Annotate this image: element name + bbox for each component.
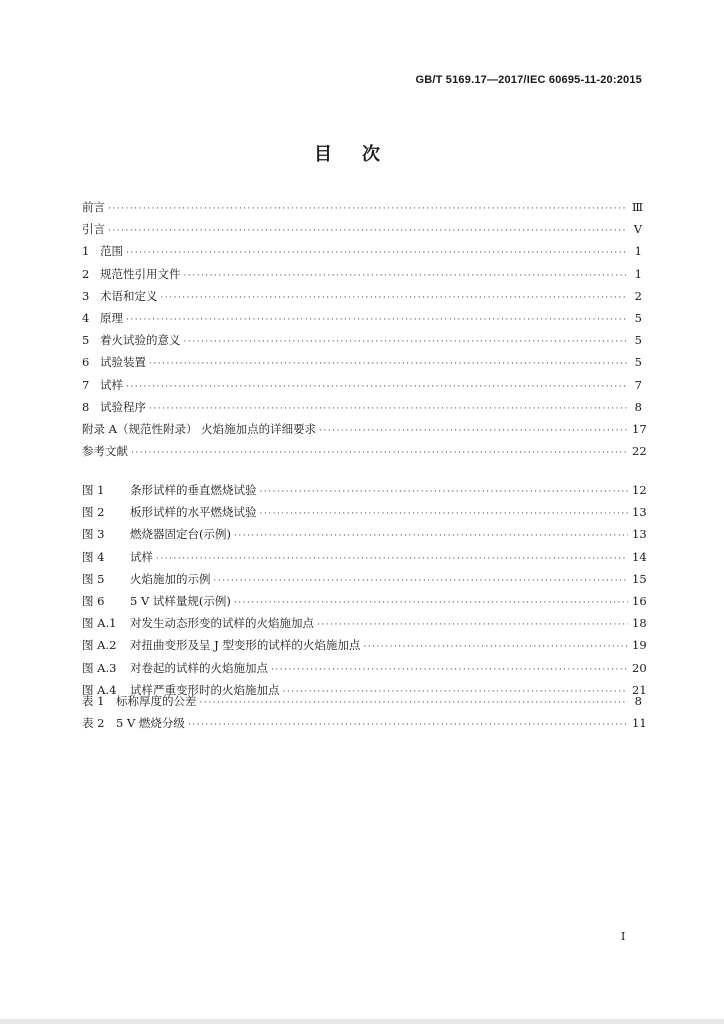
- toc-leader-dots: [108, 198, 628, 220]
- toc-entry-label: 试验装置: [100, 355, 146, 370]
- toc-sections: [82, 196, 647, 462]
- toc-figure-entry[interactable]: [82, 657, 647, 679]
- toc-leader-dots: [317, 614, 628, 636]
- toc-entry-page: 22: [632, 444, 647, 459]
- toc-entry-bibliography[interactable]: [82, 440, 647, 462]
- toc-figure-number: 图 1: [82, 483, 105, 497]
- toc-leader-dots: [126, 376, 628, 398]
- toc-entry-label: 着火试验的意义: [100, 333, 181, 348]
- toc-figure-number: 图 A.1: [82, 616, 117, 631]
- toc-entry-label: 范围: [100, 244, 123, 259]
- toc-leader-dots: [184, 331, 629, 353]
- toc-figure-entry[interactable]: [82, 546, 647, 568]
- toc-figure-entry[interactable]: [82, 523, 647, 545]
- toc-leader-dots: [108, 220, 628, 242]
- toc-table-page: 8: [634, 694, 642, 708]
- toc-leader-dots: [234, 525, 628, 547]
- toc-table-entry[interactable]: [82, 712, 647, 734]
- toc-figure-label: 对发生动态形变的试样的火焰施加点: [130, 616, 314, 631]
- toc-entry-page: 1: [634, 266, 642, 281]
- toc-entry-number: 3: [82, 288, 90, 303]
- toc-figure-page: 13: [632, 527, 647, 542]
- toc-entry-apparatus[interactable]: [82, 351, 642, 373]
- toc-leader-dots: [149, 353, 628, 375]
- toc-figure-number: 图 A.3: [82, 660, 117, 675]
- toc-figure-label: 板形试样的水平燃烧试验: [130, 505, 257, 520]
- toc-entry-page: 5: [634, 355, 642, 370]
- page-title: 目次: [314, 144, 410, 165]
- toc-entry-page: 7: [634, 377, 642, 392]
- toc-entry-test-procedure[interactable]: [82, 396, 642, 418]
- toc-figure-label: 燃烧器固定台(示例): [130, 527, 231, 542]
- toc-figure-label: 5 V 试样量规(示例): [130, 593, 231, 608]
- toc-entry-number: 2: [82, 266, 90, 281]
- toc-entry-principle[interactable]: [82, 307, 642, 329]
- toc-entry-terms-definitions[interactable]: [82, 285, 642, 307]
- toc-entry-label: 前言: [82, 200, 105, 214]
- toc-leader-dots: [214, 570, 629, 592]
- toc-entry-label: 试样: [100, 377, 123, 392]
- toc-figure-label: 火焰施加的示例: [130, 571, 211, 586]
- toc-entry-significance[interactable]: [82, 329, 642, 351]
- toc-figures: [82, 479, 647, 701]
- toc-entry-number: 7: [82, 377, 90, 392]
- toc-entry-label: 引言: [82, 222, 105, 237]
- toc-figure-page: 14: [632, 549, 647, 564]
- toc-entry-number: 8: [82, 399, 90, 414]
- toc-figure-number: 图 A.4: [82, 682, 117, 697]
- toc-leader-dots: [234, 592, 628, 614]
- toc-table-number: 表 2: [82, 716, 105, 731]
- toc-leader-dots: [271, 659, 628, 681]
- toc-entry-number: 6: [82, 355, 90, 370]
- toc-entry-label: 术语和定义: [100, 288, 158, 303]
- toc-figure-label: 对卷起的试样的火焰施加点: [130, 660, 268, 675]
- toc-entry-page: Ⅴ: [633, 222, 642, 237]
- toc-entry-page: 1: [634, 244, 642, 259]
- toc-table-number: 表 1: [82, 694, 105, 708]
- toc-entry-page: 5: [634, 333, 642, 348]
- toc-table-label: 5 V 燃烧分级: [116, 716, 185, 731]
- toc-entry-page: 2: [634, 288, 642, 303]
- toc-entry-page: Ⅲ: [632, 200, 644, 214]
- toc-entry-foreword[interactable]: [82, 196, 642, 218]
- toc-entry-page: 8: [634, 399, 642, 414]
- toc-figure-number: 图 3: [82, 527, 105, 542]
- toc-leader-dots: [260, 481, 629, 503]
- toc-leader-dots: [260, 503, 629, 525]
- toc-leader-dots: [161, 287, 629, 309]
- toc-figure-entry[interactable]: [82, 501, 647, 523]
- toc-entry-annex-a[interactable]: [82, 418, 647, 440]
- toc-entry-label: 试验程序: [100, 399, 146, 414]
- page-number: Ⅰ: [621, 930, 626, 943]
- toc-entry-label: 附录 A（规范性附录） 火焰施加点的详细要求: [82, 421, 317, 436]
- toc-leader-dots: [184, 265, 629, 287]
- toc-figure-page: 19: [632, 638, 647, 653]
- toc-entry-number: 1: [82, 244, 90, 259]
- toc-entry-page: 5: [634, 310, 642, 325]
- toc-leader-dots: [363, 636, 628, 658]
- toc-figure-page: 20: [632, 660, 647, 675]
- toc-leader-dots: [126, 309, 628, 331]
- toc-tables: [82, 690, 647, 734]
- toc-figure-page: 21: [632, 682, 647, 697]
- toc-table-entry[interactable]: [82, 690, 642, 712]
- toc-figure-number: 图 6: [82, 593, 105, 608]
- toc-entry-number: 4: [82, 310, 90, 325]
- toc-figure-number: 图 5: [82, 571, 105, 586]
- toc-figure-entry[interactable]: [82, 612, 647, 634]
- toc-figure-page: 13: [632, 505, 647, 520]
- toc-entry-page: 17: [632, 421, 647, 436]
- toc-figure-page: 15: [632, 571, 647, 586]
- toc-entry-scope[interactable]: [82, 240, 642, 262]
- toc-entry-introduction[interactable]: [82, 218, 642, 240]
- toc-leader-dots: [156, 548, 628, 570]
- toc-leader-dots: [188, 714, 628, 736]
- toc-entry-label: 原理: [100, 310, 123, 325]
- standard-code: GB/T 5169.17—2017/IEC 60695-11-20:2015: [415, 74, 642, 86]
- toc-figure-entry[interactable]: [82, 634, 647, 656]
- toc-table-page: 11: [632, 716, 647, 731]
- toc-figure-number: 图 4: [82, 549, 105, 564]
- toc-entry-specimens[interactable]: [82, 374, 642, 396]
- toc-figure-label: 条形试样的垂直燃烧试验: [130, 483, 257, 497]
- toc-entry-label: 规范性引用文件: [100, 266, 181, 281]
- toc-figure-number: 图 A.2: [82, 638, 117, 653]
- toc-figure-label: 试样: [130, 549, 153, 564]
- toc-figure-entry[interactable]: [82, 479, 647, 501]
- toc-figure-number: 图 2: [82, 505, 105, 520]
- toc-leader-dots: [319, 420, 628, 442]
- toc-figure-label: 对扭曲变形及呈 J 型变形的试样的火焰施加点: [130, 638, 361, 653]
- toc-figure-page: 18: [632, 616, 647, 631]
- toc-entry-number: 5: [82, 333, 90, 348]
- toc-figure-entry[interactable]: [82, 590, 647, 612]
- toc-figure-label: 试样严重变形时的火焰施加点: [130, 682, 280, 697]
- toc-entry-label: 参考文献: [82, 444, 128, 459]
- toc-entry-normative-references[interactable]: [82, 263, 642, 285]
- toc-figure-entry[interactable]: [82, 568, 647, 590]
- toc-leader-dots: [131, 442, 628, 464]
- toc-leader-dots: [126, 242, 628, 264]
- toc-figure-page: 16: [632, 593, 647, 608]
- toc-figure-page: 12: [632, 483, 647, 497]
- toc-leader-dots: [200, 692, 629, 714]
- page-bottom-edge: [0, 1019, 724, 1024]
- toc-table-label: 标称厚度的公差: [116, 694, 197, 708]
- toc-leader-dots: [149, 398, 628, 420]
